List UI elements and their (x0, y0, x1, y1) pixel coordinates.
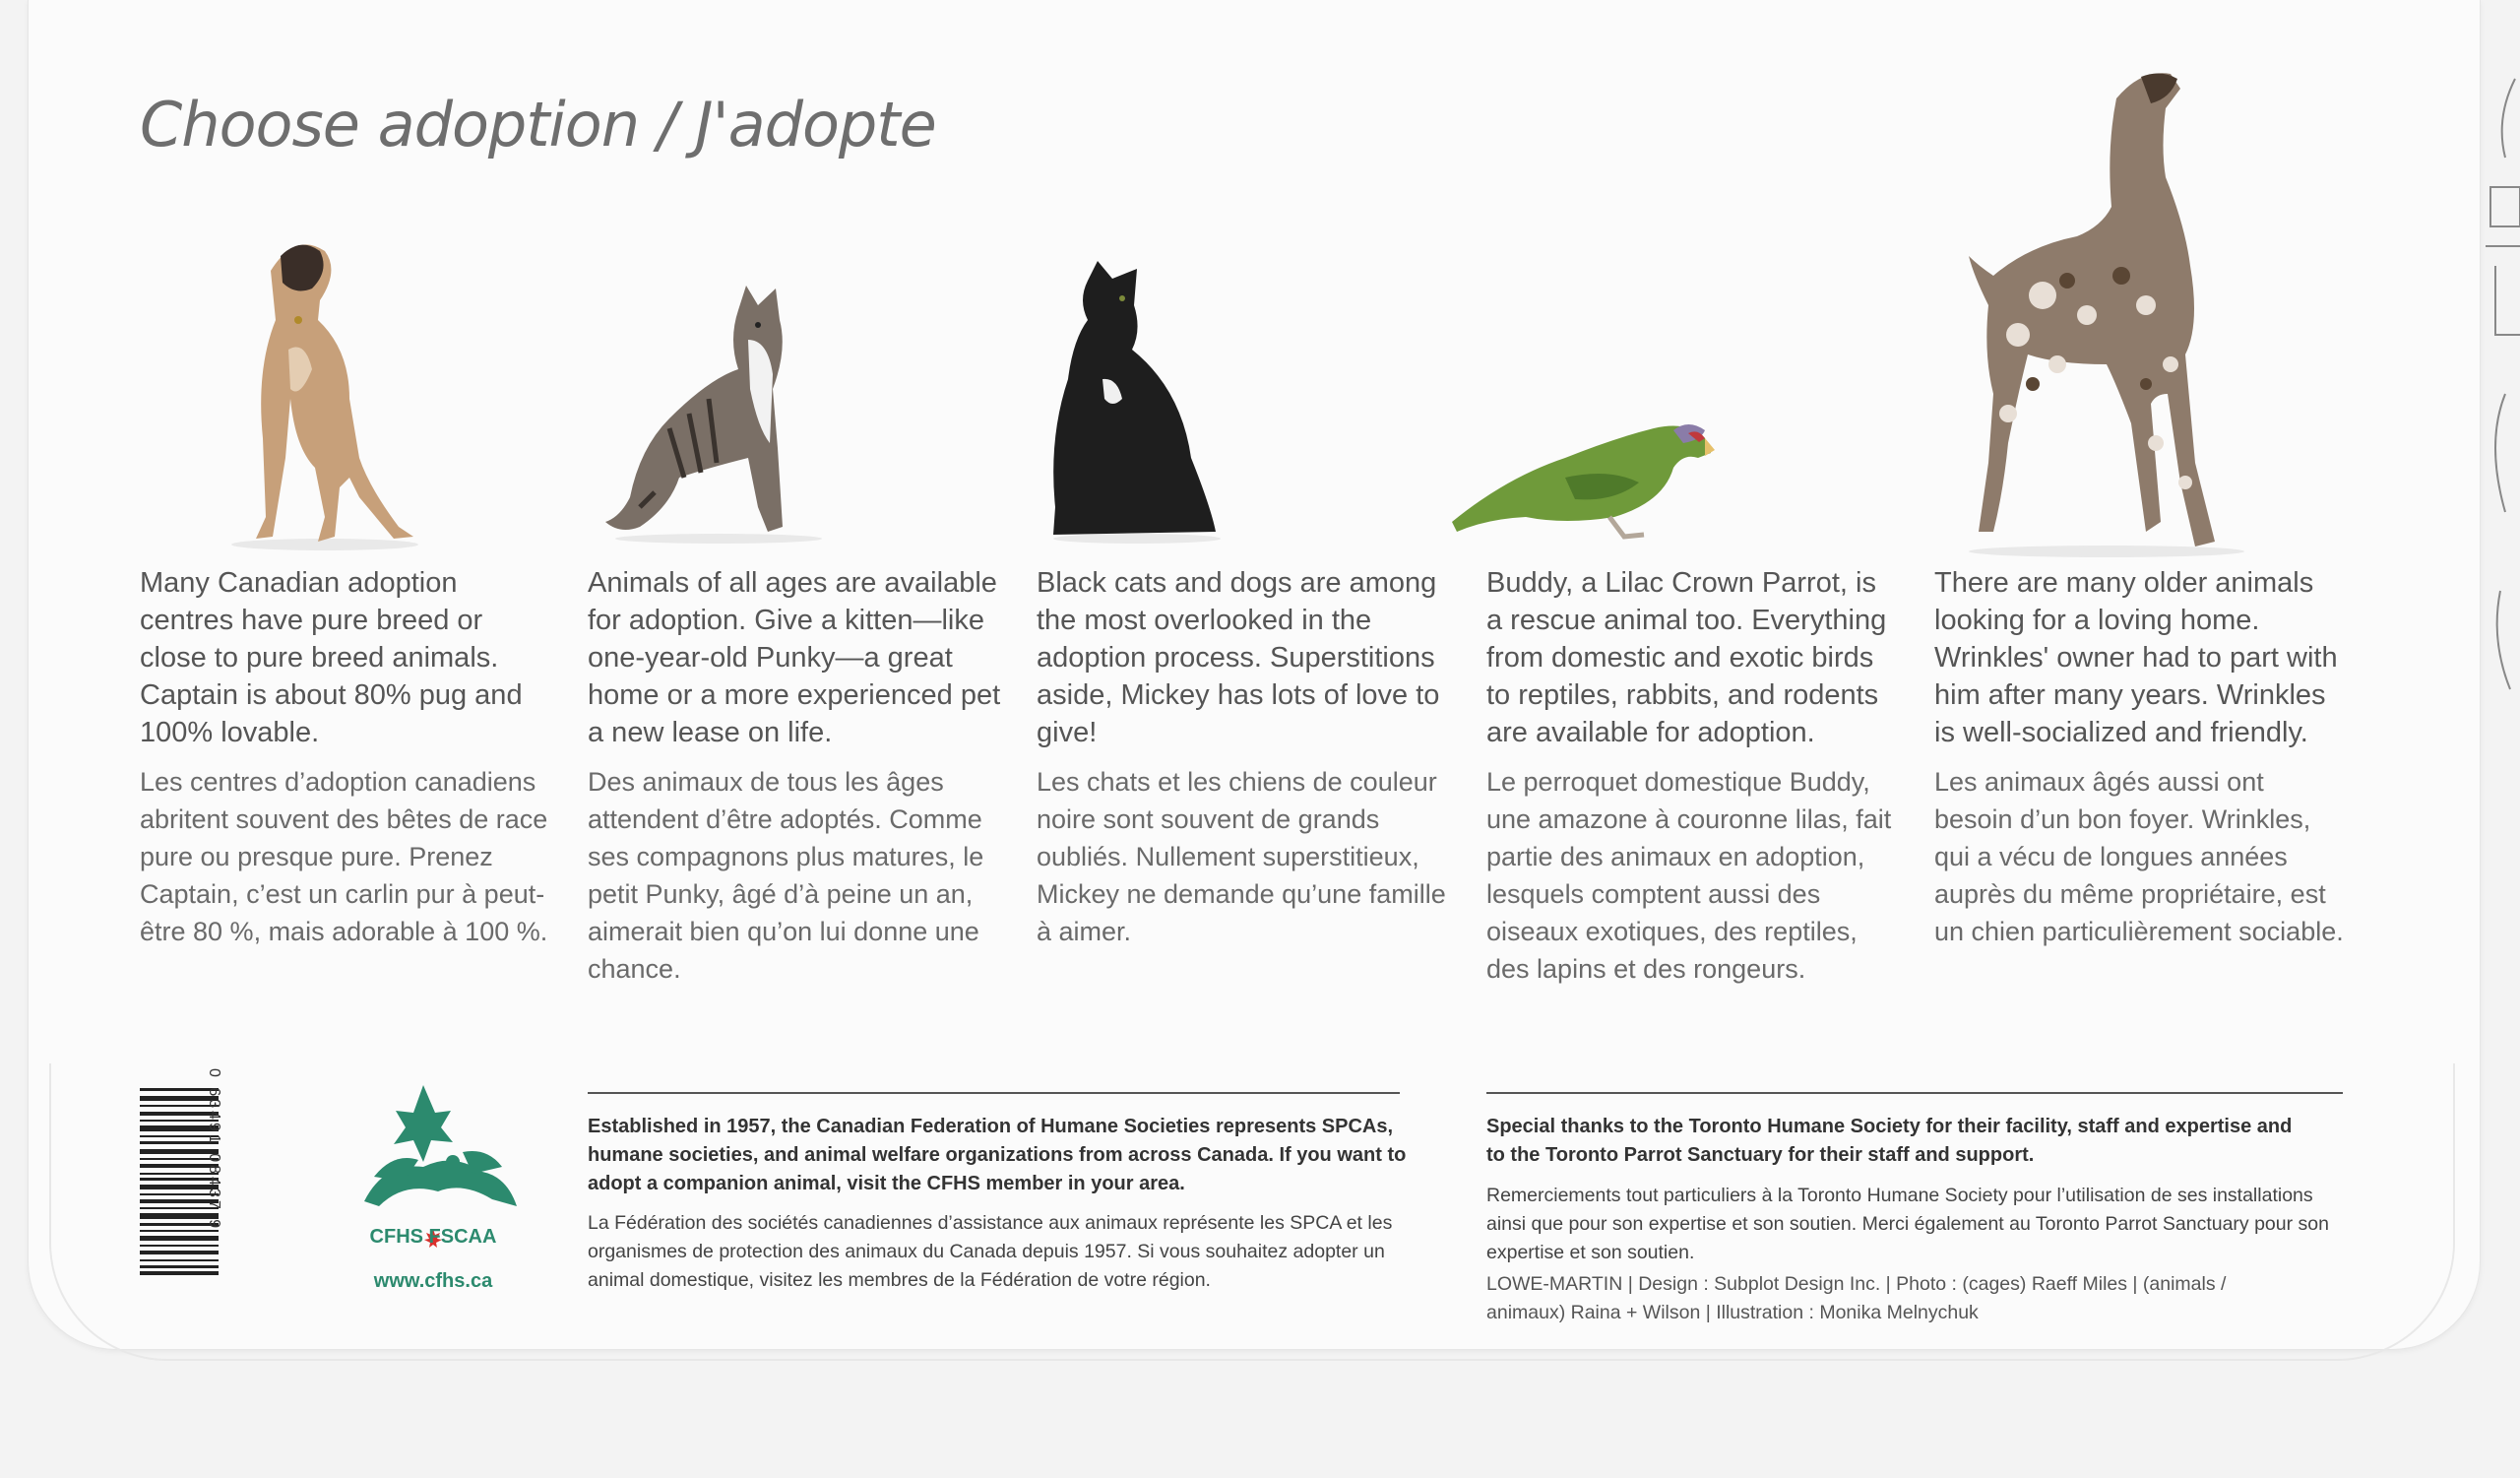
older-dog-text-fr: Les animaux âgés aussi ont besoin d’un bon foyer. Wrinkles, qui a vécu de longues années auprès du même propriétaire, est un chien particulièrement sociable. (1934, 767, 2344, 946)
kitten-text-fr: Des animaux de tous les âges attendent d’être adoptés. Comme ses compagnons plus matures, le petit Punky, âgé d’à peine un an, aimerait bien qu’on lui donne une chance. (588, 767, 984, 984)
black-cat-text-en: Black cats and dogs are among the most overlooked in the adoption process. Superstitions aside, Mickey has lots of love to give! (1037, 567, 1440, 748)
parrot-text-fr: Le perroquet domestique Buddy, une amazone à couronne lilas, fait partie des animaux en adoption, lesquels comptent aussi des oiseaux exotiques, des reptiles, des lapins et des rongeurs. (1486, 767, 1892, 984)
pug-text-fr: Les centres d’adoption canadiens abritent souvent des bêtes de race pure ou presque pure. Prenez Captain, c’est un carlin pur à peut-être 80 %, mais adorable à 100 %. (140, 767, 548, 946)
black-cat-photo (1043, 261, 1230, 546)
federation-divider (588, 1092, 1400, 1094)
older-dog-text-en: There are many older animals looking for a loving home. Wrinkles' owner had to part with him after many years. Wrinkles is well-socialized and friendly. (1934, 567, 2338, 748)
tabby-kitten-photo (600, 281, 837, 546)
column-black-cat (1037, 564, 1450, 950)
page-title: Choose adoption / J'adopte (140, 89, 936, 161)
cfhs-logo (345, 1083, 522, 1221)
kitten-text-en: Animals of all ages are available for adoption. Give a kitten—like one-year-old Punky—a great home or a more experienced pet a new lease on life. (588, 567, 1001, 748)
column-pug (140, 564, 553, 950)
barcode-digits: 0 (206, 1068, 222, 1080)
parrot-text-en: Buddy, a Lilac Crown Parrot, is a rescue animal too. Everything from domestic and exotic birds to reptiles, rabbits, and rodents are available for adoption. (1486, 567, 1887, 748)
side-illustration (2476, 0, 2520, 788)
thanks-divider (1486, 1092, 2343, 1094)
parrot-photo (1447, 409, 1742, 546)
federation-text-en: Established in 1957, the Canadian Federation of Humane Societies represents SPCAs, humane societies, and animal welfare organizations from across Canada. If you want to adopt a companion animal, visit the CFHS member in your area. (588, 1116, 1407, 1194)
column-kitten (588, 564, 1001, 988)
pug-photo (202, 231, 438, 556)
column-parrot (1486, 564, 1900, 988)
pug-text-en: Many Canadian adoption centres have pure breed or close to pure breed animals. Captain is about 80% pug and 100% lovable. (140, 567, 523, 748)
credits-text: LOWE-MARTIN | Design : Subplot Design Inc. | Photo : (cages) Raeff Miles | (animals / animaux) Raina + Wilson | Illustration : Monika Melnychuk (1486, 1273, 2227, 1323)
black-cat-text-fr: Les chats et les chiens de couleur noire sont souvent de grands oubliés. Nullement superstitieux, Mickey ne demande qu’une famille à aimer. (1037, 767, 1446, 946)
thanks-text-en: Special thanks to the Toronto Humane Society for their facility, staff and expertise and to the Toronto Parrot Sanctuary for their staff and support. (1486, 1116, 2293, 1166)
spotted-dog-photo (1949, 69, 2264, 561)
thanks-text-fr: Remerciements tout particuliers à la Toronto Humane Society pour l’utilisation de ses installations ainsi que pour son expertise et son soutien. Merci également au Toronto Parrot Sanctuary pour son expertise et son soutien. (1486, 1185, 2329, 1263)
column-older-dog (1934, 564, 2348, 950)
federation-text-fr: La Fédération des sociétés canadiennes d’assistance aux animaux représente les SPCA et les organismes de protection des animaux du Canada depuis 1957. Si vous souhaitez adopter un animal domestique, visitez les membres de la Fédération de votre région. (588, 1212, 1393, 1291)
logo-url: www.cfhs.ca (373, 1270, 493, 1292)
logo-name: CFHS FSCAA (369, 1226, 497, 1248)
